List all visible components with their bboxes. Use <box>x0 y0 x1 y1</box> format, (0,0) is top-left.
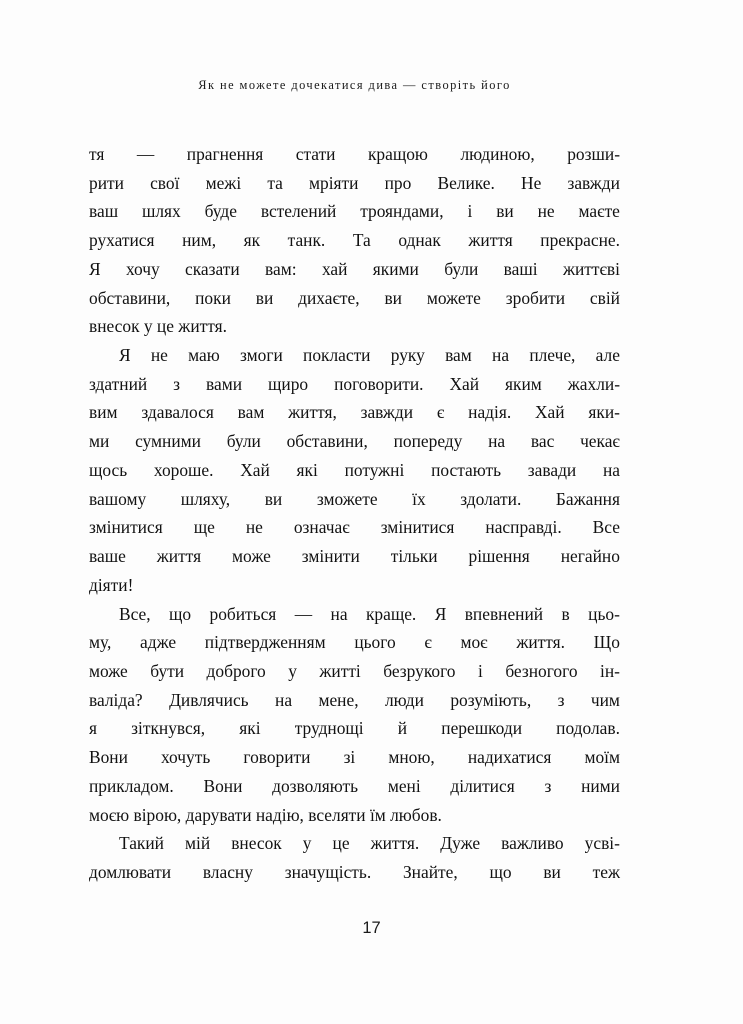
word: ваші <box>503 258 538 279</box>
word: буде <box>204 201 237 222</box>
word: сумними <box>135 431 201 452</box>
word: які <box>239 718 261 739</box>
text-line <box>89 370 620 399</box>
word: поговорити. <box>334 373 424 394</box>
word: валіда? <box>89 689 143 710</box>
word: зможете <box>316 488 378 509</box>
word: трояндами, <box>360 201 444 222</box>
word: ін- <box>600 660 620 681</box>
word: безрукого <box>383 660 456 681</box>
word: щиро <box>268 373 309 394</box>
word: Та <box>352 230 371 251</box>
word: шляху, <box>180 488 231 509</box>
word: встелений <box>260 201 337 222</box>
word: надихатися <box>467 747 552 768</box>
word: я <box>89 718 97 739</box>
word: життя. <box>516 632 565 653</box>
word: вами <box>206 373 243 394</box>
text-line <box>89 542 620 571</box>
word: прагнення <box>186 144 264 164</box>
word: зіткнувся, <box>131 718 206 739</box>
word: мені <box>387 775 421 796</box>
word: важливо <box>501 833 564 854</box>
word: у <box>288 660 297 681</box>
word: дихаєте, <box>298 287 360 308</box>
word: ви <box>255 287 274 308</box>
word: щось <box>89 459 128 480</box>
word: мене, <box>318 689 359 710</box>
word: з <box>544 775 552 796</box>
word: змінитися <box>89 517 163 538</box>
text-line <box>89 427 620 456</box>
text-line <box>89 140 620 169</box>
word: ваш <box>89 201 119 222</box>
text-line <box>89 197 620 226</box>
word: мною, <box>388 747 435 768</box>
word: обставини, <box>286 431 368 452</box>
word: однак <box>398 230 441 251</box>
word: межі <box>205 172 242 193</box>
word: не <box>150 345 168 366</box>
paragraph <box>89 341 620 599</box>
word: Хай <box>535 402 565 423</box>
word: хочуть <box>161 747 211 768</box>
word: можете <box>426 287 481 308</box>
word: змінитися <box>380 517 455 538</box>
word: постають <box>431 459 502 480</box>
word: але <box>595 345 620 366</box>
word: на <box>488 431 506 452</box>
word: на <box>275 689 293 710</box>
word: кращою <box>367 144 428 164</box>
word: хороше. <box>153 459 214 480</box>
word: з <box>557 689 565 710</box>
word: Велике. <box>437 172 495 193</box>
word: може <box>89 660 128 681</box>
word: і <box>467 201 473 222</box>
word: людиною, <box>460 144 535 164</box>
word: говорити <box>243 747 311 768</box>
word: прикладом. <box>89 775 174 796</box>
word: хай <box>321 258 348 279</box>
word: не <box>537 201 555 222</box>
word: Все, <box>119 603 151 624</box>
word: бути <box>150 660 185 681</box>
word: вим <box>89 402 118 423</box>
word: ви <box>384 287 402 308</box>
word: вашому <box>89 488 147 509</box>
word: мріяти <box>309 172 359 193</box>
word: маєте <box>578 201 620 222</box>
word: були <box>444 258 479 279</box>
text-line <box>89 628 620 657</box>
word: му, <box>89 632 112 653</box>
word: тя <box>89 144 105 164</box>
word: означає <box>293 517 350 538</box>
word: надія. <box>468 402 512 423</box>
word: танк. <box>287 230 326 251</box>
word: розуміють, <box>450 689 532 710</box>
word: вам <box>445 345 472 366</box>
word: покласти <box>303 345 371 366</box>
word: життя <box>156 546 202 567</box>
text-line <box>89 485 620 514</box>
word: вас <box>530 431 555 452</box>
text-line <box>89 858 620 887</box>
text-line <box>89 714 620 743</box>
word: шлях <box>141 201 181 222</box>
text-line <box>89 571 620 600</box>
word: ви <box>264 488 283 509</box>
word: негайно <box>560 546 620 567</box>
running-head: Як не можете дочекатися дива — створіть його <box>198 78 511 92</box>
word: плече, <box>529 345 576 366</box>
word: значущість. <box>284 861 372 882</box>
word: теж <box>592 861 620 882</box>
word: Дивлячись <box>169 689 249 710</box>
text-line <box>89 801 620 830</box>
word: яким <box>505 373 542 394</box>
word: попереду <box>393 431 463 452</box>
word: тільки <box>390 546 438 567</box>
word: які <box>296 459 318 480</box>
word: Такий <box>119 833 164 854</box>
word: Я <box>89 258 101 279</box>
page-number: 17 <box>362 919 381 937</box>
word: рішення <box>468 546 530 567</box>
word: їх <box>412 488 426 509</box>
word: обставини, <box>89 287 171 308</box>
word: Дуже <box>440 833 481 854</box>
text-line <box>89 829 620 858</box>
text-line <box>89 169 620 198</box>
word: життєві <box>562 258 620 279</box>
word: ми <box>89 431 110 452</box>
word: краще. <box>365 603 417 624</box>
word: вам <box>237 402 265 423</box>
word: потужні <box>344 459 405 480</box>
word: люди <box>384 689 424 710</box>
word: власну <box>202 861 253 882</box>
word: це <box>332 833 350 854</box>
paragraph <box>89 140 620 341</box>
word: робиться <box>209 603 277 624</box>
word: цього <box>354 632 396 653</box>
word: зі <box>343 747 356 768</box>
word: свій <box>589 287 620 308</box>
body-text-block <box>89 140 620 887</box>
word: рухатися <box>89 230 155 251</box>
word: зробити <box>505 287 566 308</box>
word: здавалося <box>141 402 214 423</box>
word: не <box>245 517 263 538</box>
word: і <box>477 660 483 681</box>
text-line <box>89 341 620 370</box>
word-run: діяти! <box>89 574 134 595</box>
word: Все <box>592 517 620 538</box>
word: моїм <box>584 747 620 768</box>
word: були <box>226 431 261 452</box>
word: житті <box>319 660 361 681</box>
word: цьо- <box>588 603 620 624</box>
word: — <box>294 603 313 624</box>
text-line <box>89 743 620 772</box>
word: що <box>169 603 192 624</box>
text-line <box>89 600 620 629</box>
word: ще <box>193 517 215 538</box>
word: життя <box>468 230 513 251</box>
word: Хай <box>449 373 480 394</box>
word: вам: <box>265 258 297 279</box>
word-run: моєю вірою, дарувати надію, вселяти їм любов. <box>89 804 442 825</box>
word: Знайте, <box>402 861 458 882</box>
word: руку <box>390 345 425 366</box>
word: у <box>302 833 312 854</box>
word: є <box>436 402 445 423</box>
word: чекає <box>580 431 620 452</box>
word: яки- <box>588 402 620 423</box>
word: Вони <box>203 775 243 796</box>
text-line <box>89 398 620 427</box>
word: стати <box>295 144 336 164</box>
word: з <box>173 373 181 394</box>
word: поки <box>195 287 231 308</box>
word-run: внесок у це життя. <box>89 316 227 337</box>
word: й <box>397 718 408 739</box>
word: здатний <box>89 373 148 394</box>
word: дозволяють <box>272 775 359 796</box>
text-line <box>89 312 620 341</box>
word: домлювати <box>89 861 172 882</box>
word: Бажання <box>555 488 620 509</box>
word: насправді. <box>485 517 562 538</box>
word: внесок <box>231 833 282 854</box>
word: ваше <box>89 546 126 567</box>
word: безногого <box>505 660 578 681</box>
word: мій <box>185 833 211 854</box>
word: здолати. <box>460 488 522 509</box>
word: доброго <box>206 660 266 681</box>
word: змінити <box>301 546 360 567</box>
text-line <box>89 226 620 255</box>
word: ви <box>496 201 514 222</box>
text-line <box>89 284 620 313</box>
word: — <box>136 144 155 164</box>
word: завади <box>527 459 577 480</box>
word: на <box>602 459 620 480</box>
word: якими <box>372 258 419 279</box>
word: усві- <box>584 833 620 854</box>
text-line <box>89 456 620 485</box>
word: підтвердженням <box>204 632 326 653</box>
word: труднощі <box>294 718 364 739</box>
word: в <box>561 603 570 624</box>
text-line <box>89 686 620 715</box>
word: адже <box>140 632 177 653</box>
word: на <box>330 603 348 624</box>
word: свої <box>150 172 180 193</box>
text-line <box>89 772 620 801</box>
word: впевнений <box>464 603 544 624</box>
word: рити <box>89 172 124 193</box>
word: завжди <box>360 402 414 423</box>
word: Хай <box>240 459 270 480</box>
word: ви <box>543 861 561 882</box>
word: може <box>232 546 271 567</box>
text-line <box>89 657 620 686</box>
word: життя, <box>288 402 337 423</box>
word: перешкоди <box>441 718 523 739</box>
word: жахли- <box>567 373 620 394</box>
word: Що <box>593 632 620 653</box>
word: життя. <box>370 833 420 854</box>
paragraph <box>89 600 620 830</box>
word: подолав. <box>556 718 620 739</box>
word: Я <box>119 345 131 366</box>
word: завжди <box>567 172 620 193</box>
text-line <box>89 513 620 542</box>
word: ділитися <box>450 775 515 796</box>
word: та <box>267 172 283 193</box>
word: сказати <box>185 258 240 279</box>
paragraph <box>89 829 620 886</box>
word: Вони <box>89 747 128 768</box>
word: є <box>424 632 432 653</box>
word: Не <box>521 172 542 193</box>
word: прекрасне. <box>540 230 620 251</box>
word: як <box>243 230 261 251</box>
word: розши- <box>567 144 620 164</box>
word: ними <box>581 775 620 796</box>
text-line <box>89 255 620 284</box>
word: моє <box>460 632 488 653</box>
word: ним, <box>182 230 217 251</box>
word: маю <box>188 345 220 366</box>
word: про <box>384 172 412 193</box>
word: на <box>492 345 510 366</box>
word: чим <box>590 689 620 710</box>
word: змоги <box>240 345 283 366</box>
word: хочу <box>125 258 160 279</box>
word: Я <box>434 603 447 624</box>
word: що <box>489 861 512 882</box>
